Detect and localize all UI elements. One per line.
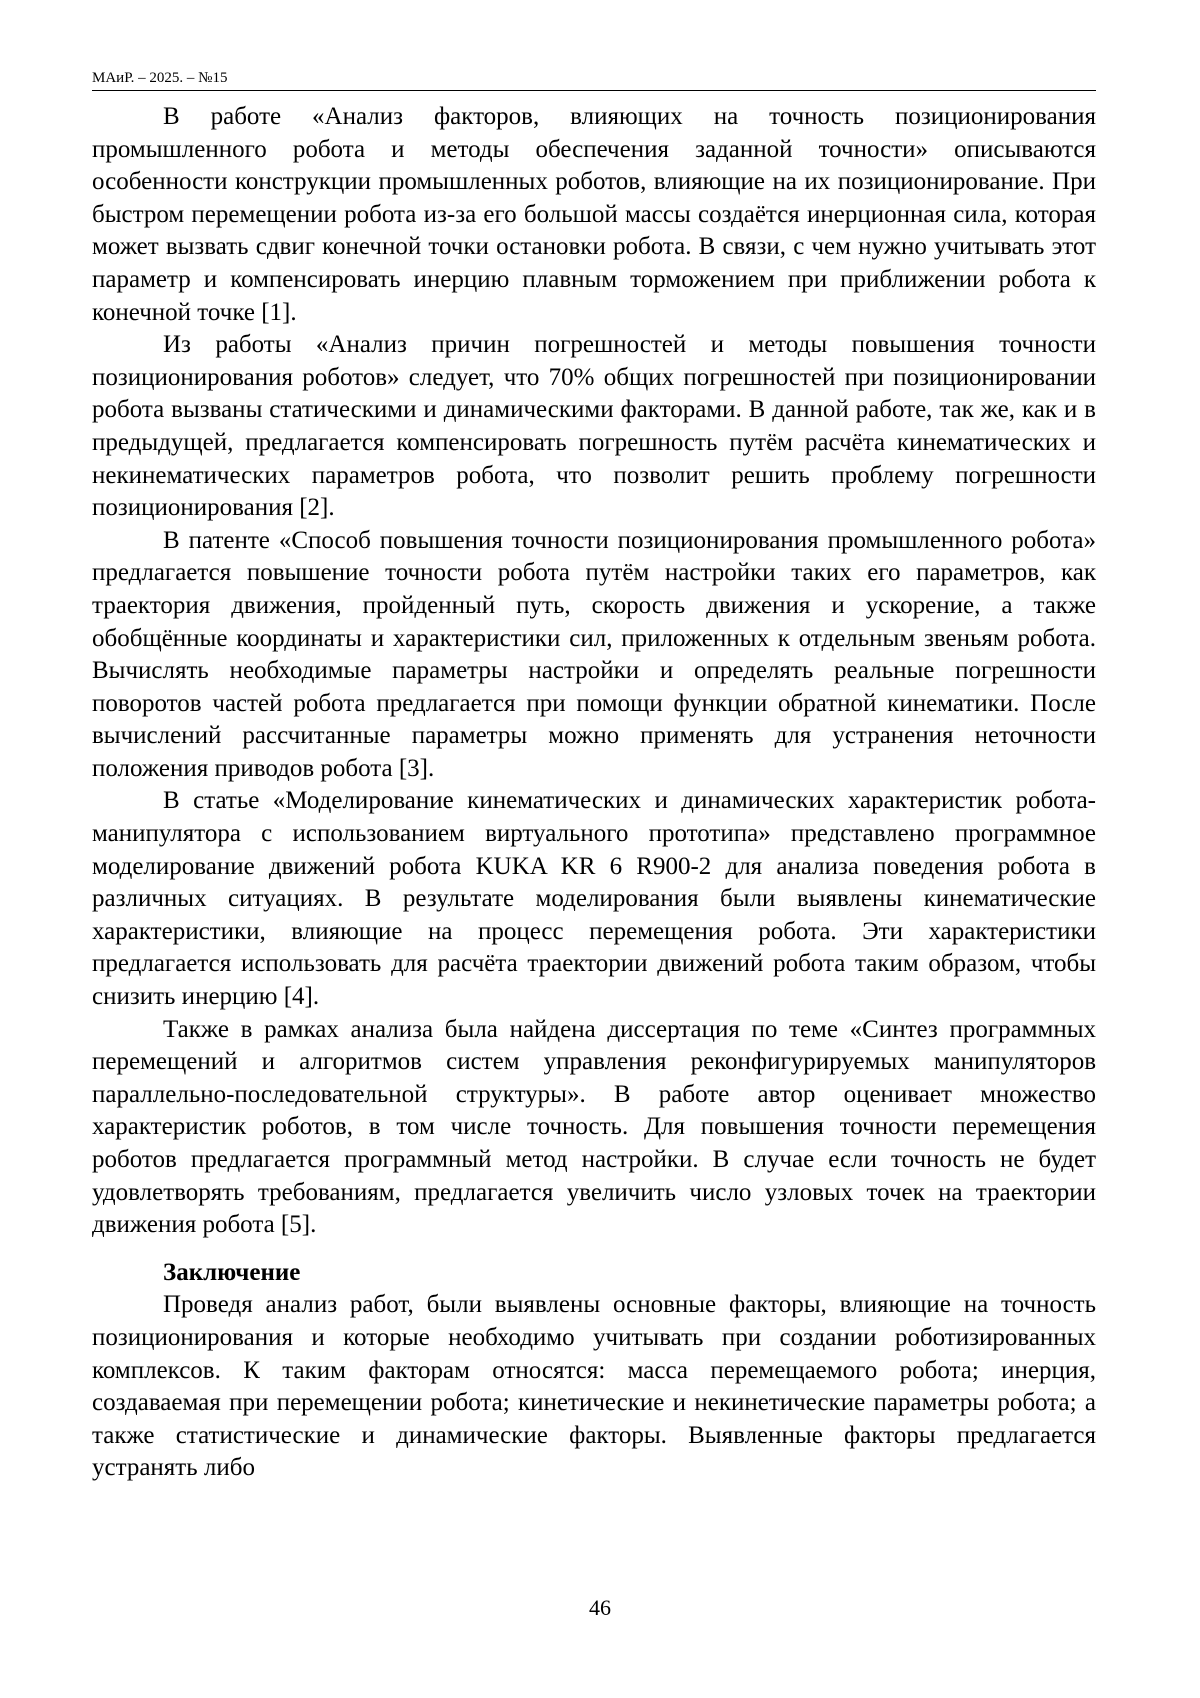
page-number: 46 xyxy=(0,1594,1200,1622)
article-body xyxy=(92,101,1096,1485)
section-title-conclusion: Заключение xyxy=(92,1257,1096,1290)
paragraph-1: В работе «Анализ факторов, влияющих на точность позиционирования промышленного робота и методы обеспечения заданной точности» описываются особенности конструкции промышленных роботов, влияющие на их позиционирование. При быстром перемещении робота из-за его большой массы создаётся инерционная сила, которая может вызвать сдвиг конечной точки остановки робота. В связи, с чем нужно учитывать этот параметр и компенсировать инерцию плавным торможением при приближении робота к конечной точке [1]. xyxy=(92,101,1096,329)
conclusion-paragraph: Проведя анализ работ, были выявлены основные факторы, влияющие на точность позиционирования и которые необходимо учитывать при создании роботизированных комплексов. К таким факторам относятся: масса перемещаемого робота; инерция, создаваемая при перемещении робота; кинетические и некинетические параметры робота; а также статистические и динамические факторы. Выявленные факторы предлагается устранять либо xyxy=(92,1289,1096,1485)
paragraph-3: В патенте «Способ повышения точности позиционирования промышленного робота» предлагается повышение точности робота путём настройки таких его параметров, как траектория движения, пройденный путь, скорость движения и ускорение, а также обобщённые координаты и характеристики сил, приложенных к отдельным звеньям робота. Вычислять необходимые параметры настройки и определять реальные погрешности поворотов частей робота предлагается при помощи функции обратной кинематики. После вычислений рассчитанные параметры можно применять для устранения неточности положения приводов робота [3]. xyxy=(92,525,1096,786)
running-head: МАиР. – 2025. – №15 xyxy=(92,68,1096,91)
paragraph-4: В статье «Моделирование кинематических и динамических характеристик робота-манипулятора с использованием виртуального прототипа» представлено программное моделирование движений робота KUKA KR 6 R900-2 для анализа поведения робота в различных ситуациях. В результате моделирования были выявлены кинематические характеристики, влияющие на процесс перемещения робота. Эти характеристики предлагается использовать для расчёта траектории движений робота таким образом, чтобы снизить инерцию [4]. xyxy=(92,785,1096,1013)
paragraph-5: Также в рамках анализа была найдена диссертация по теме «Синтез программных перемещений и алгоритмов систем управления реконфигурируемых манипуляторов параллельно-последовательной структуры». В работе автор оценивает множество характеристик роботов, в том числе точность. Для повышения точности перемещения роботов предлагается программный метод настройки. В случае если точность не будет удовлетворять требованиям, предлагается увеличить число узловых точек на траектории движения робота [5]. xyxy=(92,1014,1096,1242)
paragraph-2: Из работы «Анализ причин погрешностей и методы повышения точности позиционирования роботов» следует, что 70% общих погрешностей при позиционировании робота вызваны статическими и динамическими факторами. В данной работе, так же, как и в предыдущей, предлагается компенсировать погрешность путём расчёта кинематических и некинематических параметров робота, что позволит решить проблему погрешности позиционирования [2]. xyxy=(92,329,1096,525)
